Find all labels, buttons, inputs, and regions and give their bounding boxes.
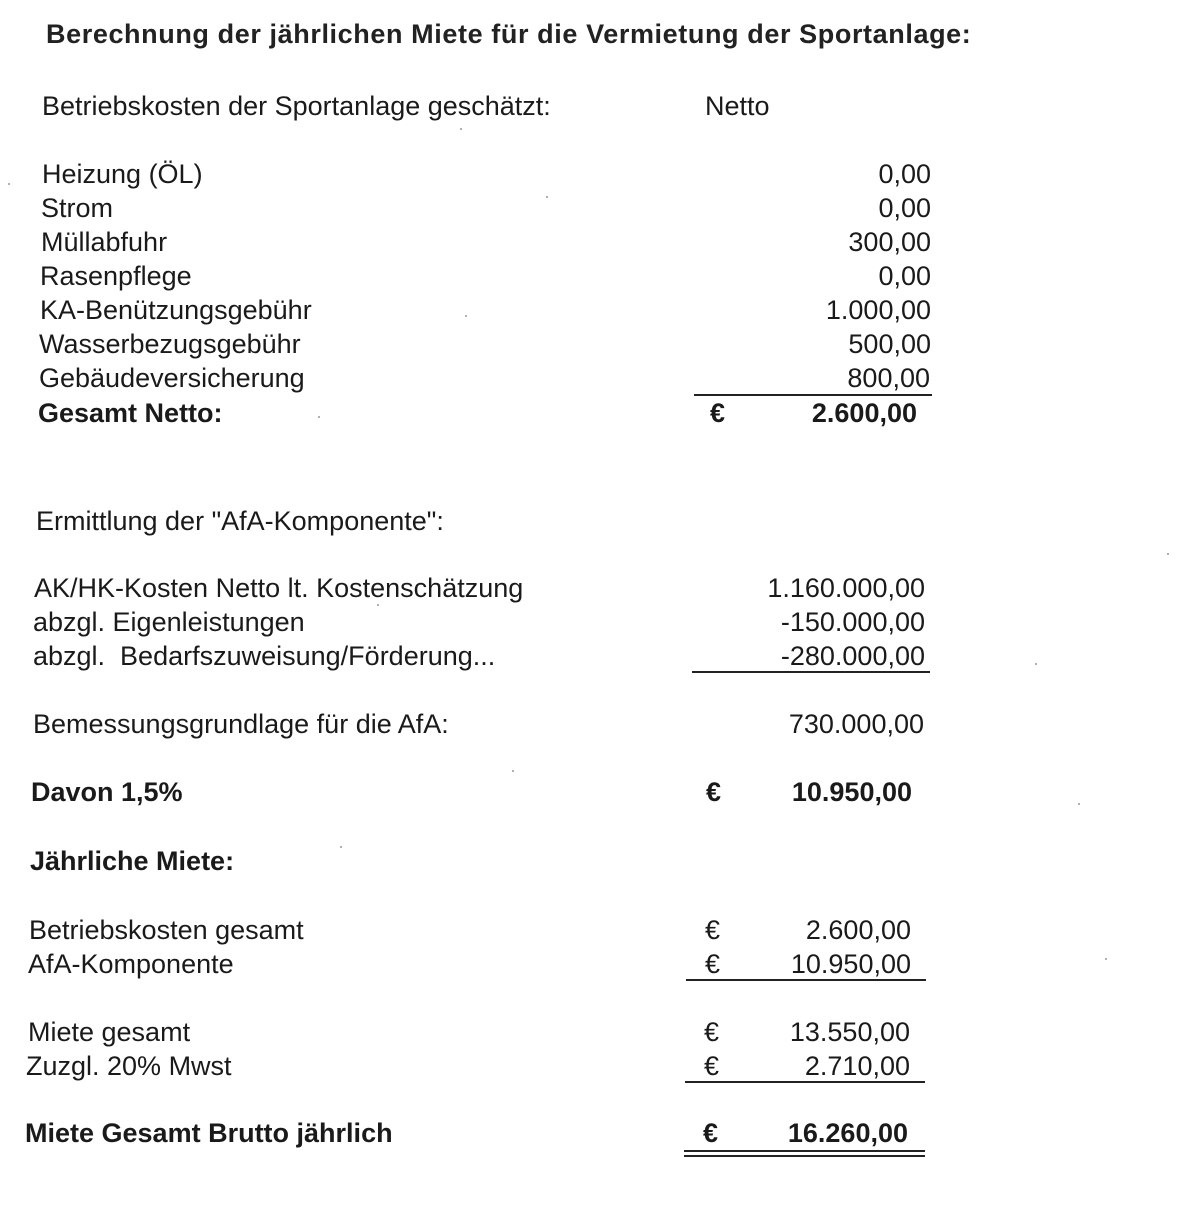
rent-label: AfA-Komponente: [28, 949, 234, 979]
rent-value: 10.950,00: [790, 949, 911, 979]
scan-speck: [340, 846, 342, 848]
cost-value: 1.000,00: [825, 295, 931, 325]
currency-symbol: €: [710, 398, 726, 428]
cost-value: 0,00: [878, 261, 931, 291]
cost-label: Heizung (ÖL): [42, 159, 203, 189]
currency-symbol: €: [703, 1118, 719, 1148]
scan-speck: [1078, 803, 1080, 805]
vat-subtotal-rule: [685, 1081, 925, 1083]
afa-heading: Ermittlung der "AfA-Komponente":: [36, 506, 444, 536]
cost-value: 300,00: [848, 227, 931, 257]
subtotal-rule: [694, 394, 932, 396]
afa-value: 1.160.000,00: [767, 573, 925, 603]
scan-speck: [377, 604, 379, 606]
afa-value: -280.000,00: [780, 641, 925, 671]
cost-label: Strom: [41, 193, 114, 223]
total-value: 2.600,00: [811, 398, 917, 428]
document-title: Berechnung der jährlichen Miete für die Vermietung der Sportanlage:: [46, 19, 972, 49]
scan-speck: [1167, 553, 1169, 555]
rent-value: 2.600,00: [805, 915, 911, 945]
currency-symbol: €: [704, 1017, 720, 1047]
scan-speck: [1035, 663, 1037, 665]
afa-share-label: Davon 1,5%: [31, 777, 183, 807]
afa-share-value: 10.950,00: [791, 777, 912, 807]
rent-subtotal-rule: [686, 979, 926, 981]
rent-label: Betriebskosten gesamt: [29, 915, 304, 945]
scan-speck: [512, 770, 514, 772]
currency-symbol: €: [704, 1051, 720, 1081]
annual-rent-heading: Jährliche Miete:: [30, 846, 235, 876]
netto-column-label: Netto: [705, 91, 770, 121]
rent-subtotal-label: Miete gesamt: [28, 1017, 191, 1047]
grand-total-label: Miete Gesamt Brutto jährlich: [25, 1118, 393, 1148]
cost-label: Gebäudeversicherung: [39, 363, 305, 393]
grand-total-rule-lower: [684, 1155, 925, 1157]
rent-subtotal-value: 13.550,00: [789, 1017, 910, 1047]
scan-speck: [318, 416, 320, 418]
cost-value: 0,00: [878, 159, 931, 189]
cost-value: 0,00: [878, 193, 931, 223]
afa-label: abzgl. Bedarfszuweisung/Förderung...: [33, 641, 496, 671]
cost-label: KA-Benützungsgebühr: [40, 295, 312, 325]
cost-label: Müllabfuhr: [41, 227, 168, 257]
afa-label: AK/HK-Kosten Netto lt. Kostenschätzung: [34, 573, 524, 603]
cost-value: 800,00: [847, 363, 930, 393]
grand-total-rule-upper: [684, 1150, 925, 1152]
cost-label: Rasenpflege: [40, 261, 192, 291]
cost-value: 500,00: [848, 329, 931, 359]
afa-label: abzgl. Eigenleistungen: [33, 607, 305, 637]
grand-total-value: 16.260,00: [787, 1118, 908, 1148]
total-label: Gesamt Netto:: [38, 398, 223, 428]
operating-costs-heading: Betriebskosten der Sportanlage geschätzt:: [42, 91, 551, 121]
currency-symbol: €: [705, 915, 721, 945]
afa-value: -150.000,00: [780, 607, 925, 637]
scan-speck: [8, 183, 10, 185]
scan-speck: [1105, 958, 1107, 960]
currency-symbol: €: [706, 777, 722, 807]
vat-value: 2.710,00: [804, 1051, 910, 1081]
scan-speck: [460, 128, 462, 130]
cost-label: Wasserbezugsgebühr: [39, 329, 301, 359]
scan-speck: [465, 315, 467, 317]
currency-symbol: €: [705, 949, 721, 979]
scan-speck: [546, 196, 548, 198]
afa-basis-label: Bemessungsgrundlage für die AfA:: [33, 709, 449, 739]
afa-subtotal-rule: [692, 671, 930, 673]
afa-basis-value: 730.000,00: [788, 709, 924, 739]
vat-label: Zuzgl. 20% Mwst: [26, 1051, 232, 1081]
